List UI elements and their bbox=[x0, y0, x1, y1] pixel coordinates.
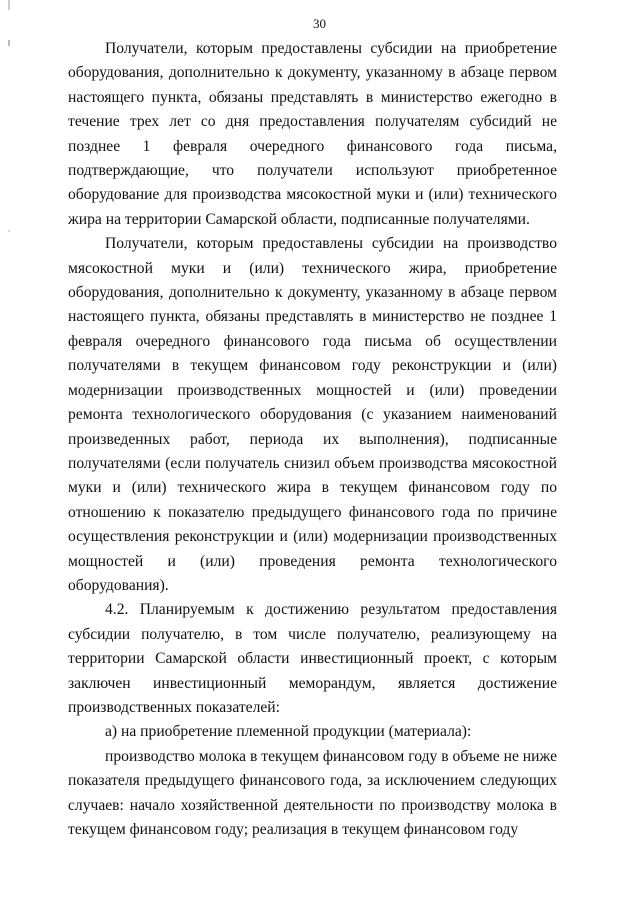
scan-edge-mark bbox=[8, 230, 10, 232]
document-body bbox=[68, 37, 557, 842]
paragraph-milk-production: производство молока в текущем финансовом году в объеме не ниже показателя предыдущего финансового года, за исключением следующих случаев: начало хозяйственной деятельности по производству молока в текущем финансовом году; реализация в текущем финансовом году bbox=[68, 747, 557, 838]
scan-edge-mark bbox=[8, 40, 10, 46]
page-number: 30 bbox=[313, 16, 326, 31]
paragraph-production-recipients: Получатели, которым предоставлены субсидии на производство мясокостной муки и (или) технического жира, приобретение оборудования, дополнительно к документу, указанному в абзаце первом настоящего пункта, обязаны представлять в министерство не позднее 1 февраля очередного финансового года письма об осуществлении получателями в текущем финансовом году реконструкции и (или) модернизации производственных мощностей и (или) проведении ремонта технологического оборудования (с указанием наименований произведенных работ, периода их выполнения), подписанные получателями (если получатель снизил объем производства мясокостной муки и (или) технического жира в текущем финансовом году по отношению к показателю предыдущего финансового года по причине осуществления реконструкции и (или) модернизации производственных мощностей и (или) проведения ремонта технологического оборудования). bbox=[68, 235, 557, 594]
paragraph-section-4-2: 4.2. Планируемым к достижению результатом предоставления субсидии получателю, в том числе получателю, реализующему на территории Самарской области инвестиционный проект, с которым заключен инвестиционный меморандум, является достижение производственных показателей: bbox=[68, 601, 557, 716]
paragraph-item-a: а) на приобретение племенной продукции (материала): bbox=[105, 723, 472, 741]
paragraph-equipment-recipients: Получатели, которым предоставлены субсидии на приобретение оборудования, дополнительно к документу, указанному в абзаце первом настоящего пункта, обязаны представлять в министерство ежегодно в течение трех лет со дня предоставления получателям субсидий не позднее 1 февраля очередного финансового года письма, подтверждающие, что получатели используют приобретенное оборудование для производства мясокостной муки и (или) технического жира на территории Самарской области, подписанные получателями. bbox=[68, 40, 557, 228]
scan-edge-mark bbox=[8, 0, 10, 10]
